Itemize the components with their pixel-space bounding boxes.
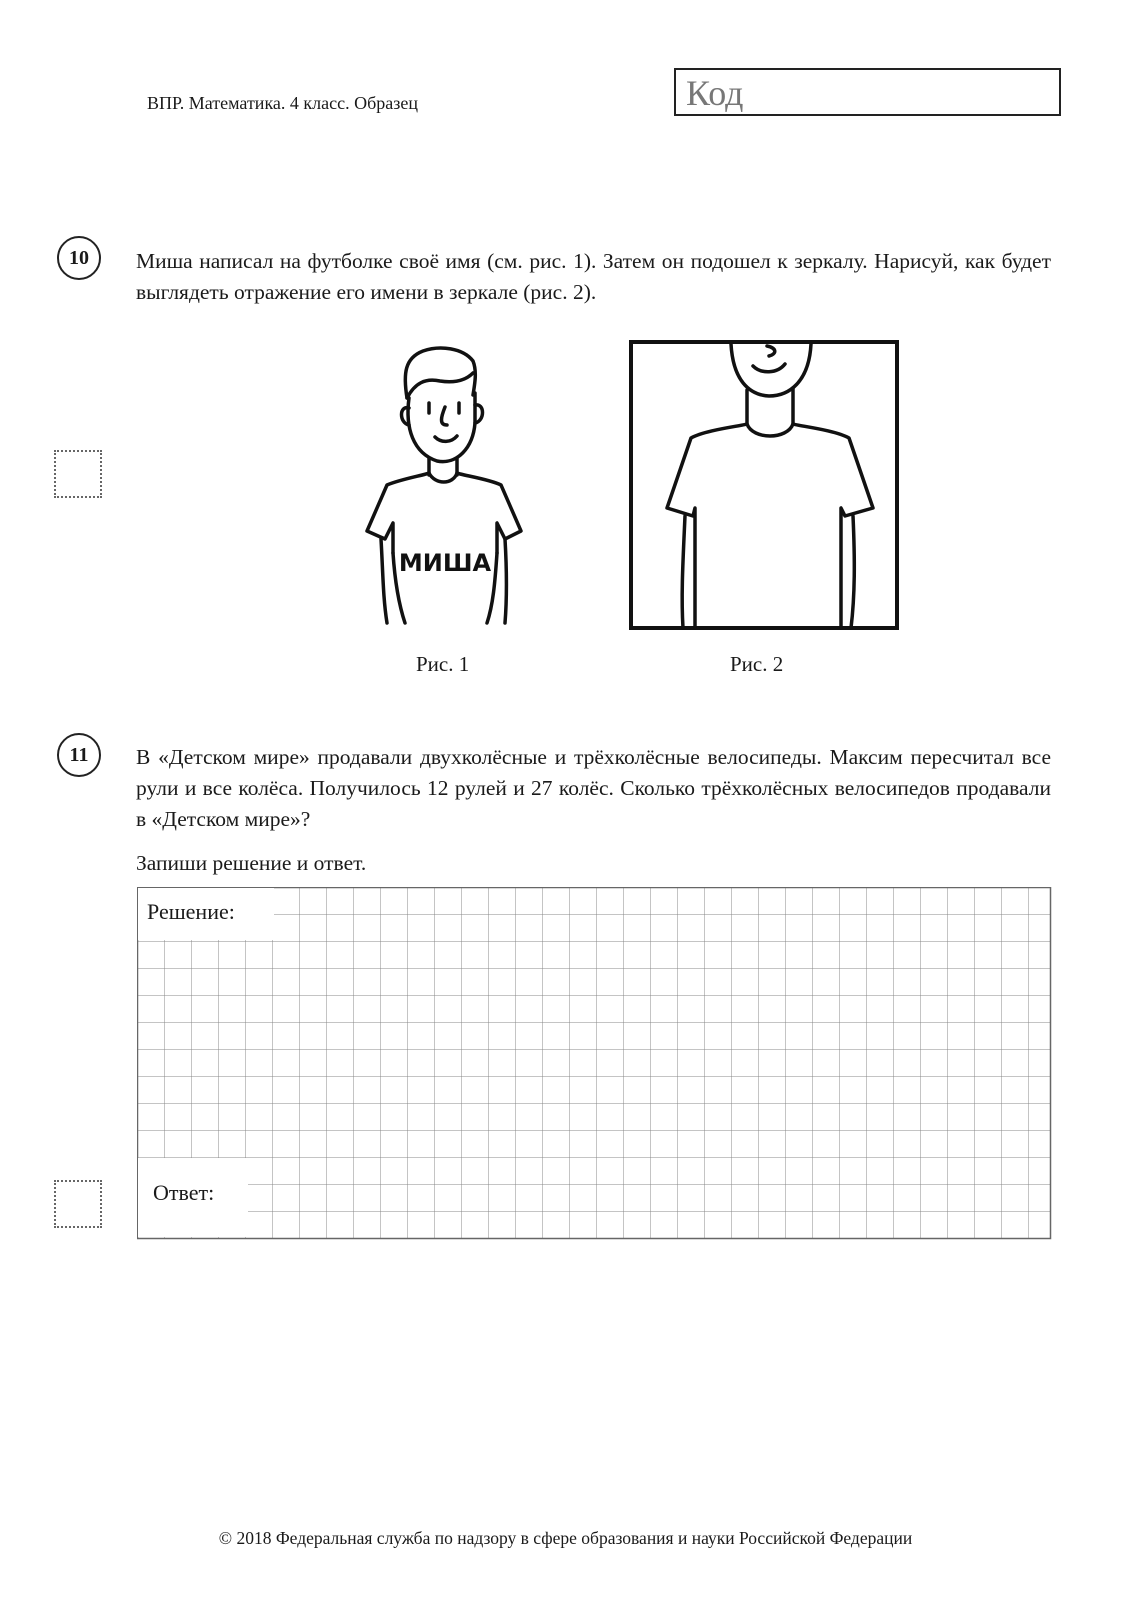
task-number-11: 11: [57, 733, 101, 777]
answer-label: Ответ:: [153, 1180, 220, 1206]
score-box-task-10[interactable]: [54, 450, 102, 498]
task-10-text: Миша написал на футболке своё имя (см. рис. 1). Затем он подошел к зеркалу. Нарисуй, как будет выглядеть отражение его имени в зеркале (рис. 2).: [136, 249, 1051, 304]
figure-1-boy: [365, 343, 535, 633]
shirt-name-text: МИША: [398, 549, 492, 577]
figure-2-mirror: [629, 340, 901, 632]
solution-label: Решение:: [147, 899, 241, 925]
code-field[interactable]: [674, 68, 1061, 116]
code-label: Код: [686, 73, 744, 113]
answer-grid[interactable]: [137, 887, 1053, 1246]
task-number-10: 10: [57, 236, 101, 280]
footer-copyright: © 2018 Федеральная служба по надзору в сфере образования и науки Российской Федерации: [218, 1528, 913, 1548]
task-11-text: В «Детском мире» продавали двухколёсные и трёхколёсные велосипеды. Максим пересчитал все рули и все колёса. Получилось 12 рулей и 27 колёс. Сколько трёхколёсных велосипедов продавали в «Детском мире»?: [136, 745, 1051, 831]
grid-lines: [137, 887, 1053, 1241]
figure-1-caption: Рис. 1: [416, 652, 470, 676]
document-header: ВПР. Математика. 4 класс. Образец: [147, 93, 418, 113]
figure-2-caption: Рис. 2: [730, 652, 784, 676]
task-11-instruction: Запиши решение и ответ.: [136, 851, 367, 875]
score-box-task-11[interactable]: [54, 1180, 102, 1228]
